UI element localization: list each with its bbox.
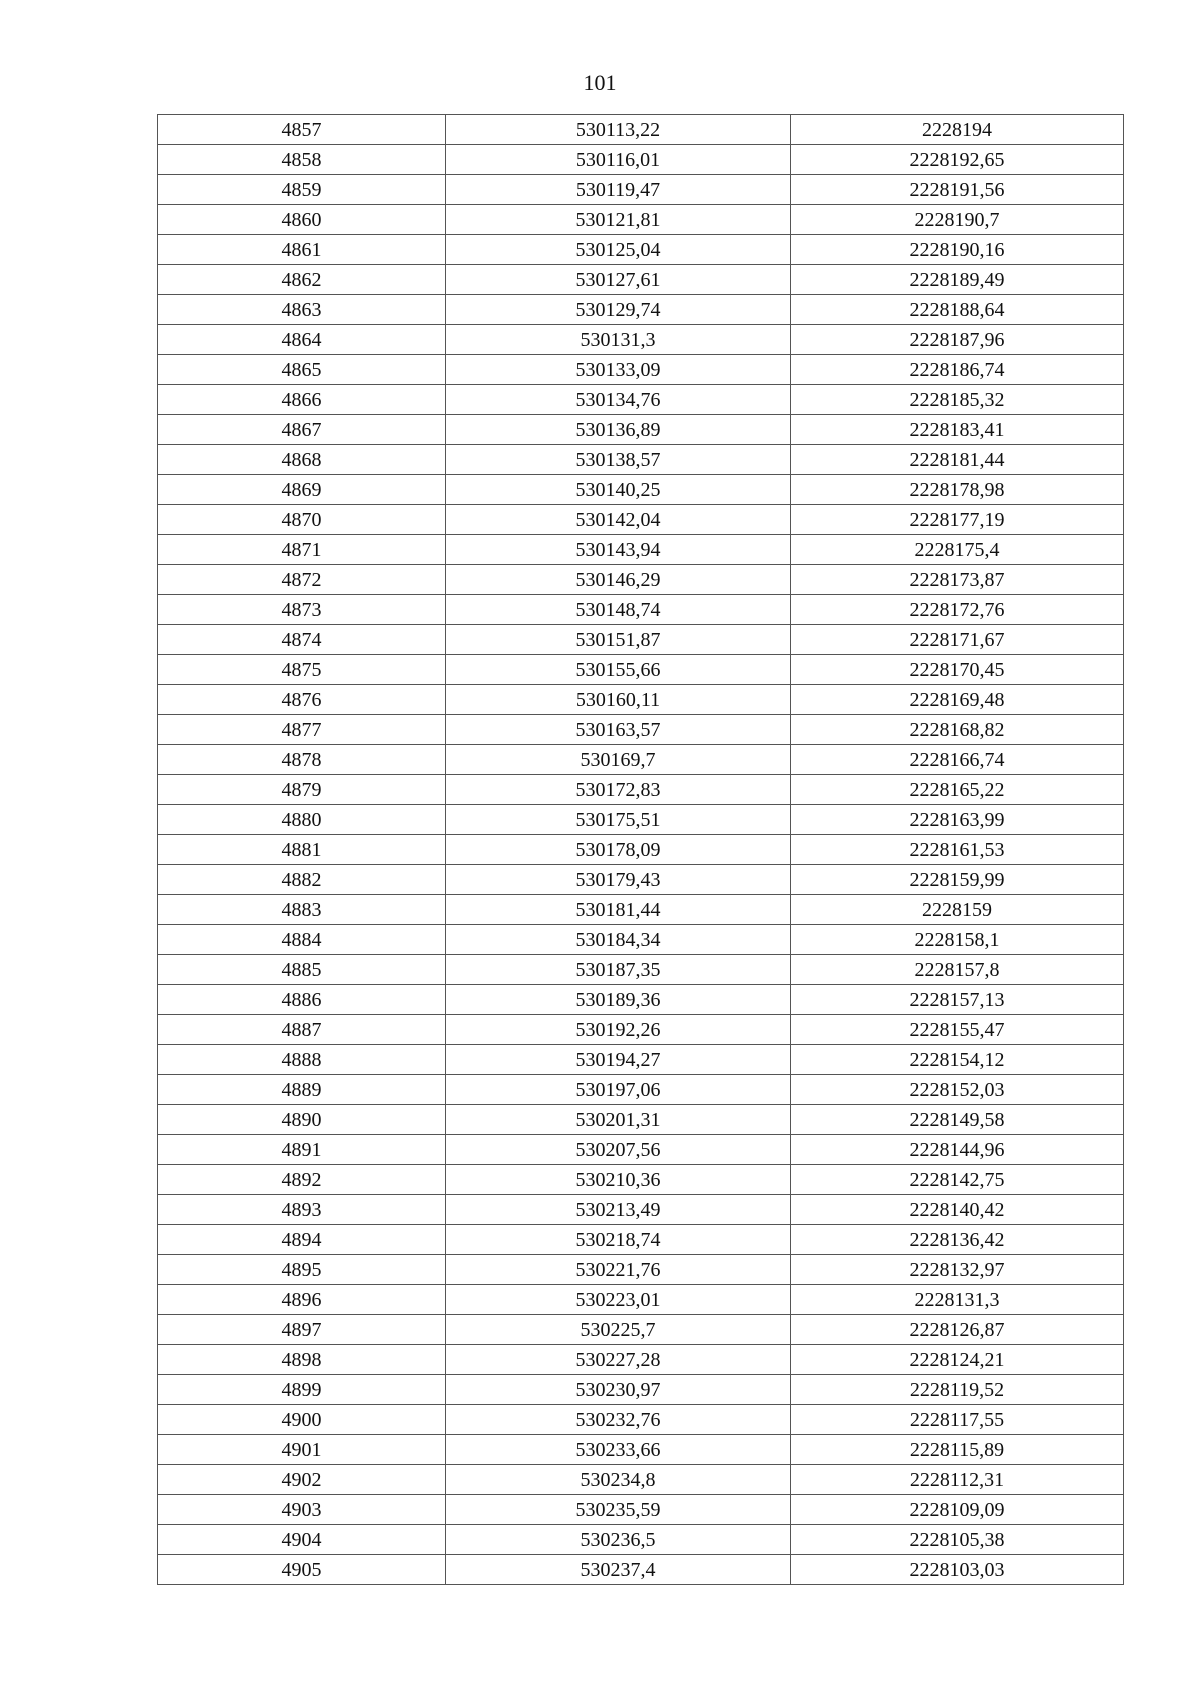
table-row — [158, 1465, 1124, 1495]
table-row — [158, 205, 1124, 235]
point-number-cell: 4876 — [158, 685, 446, 715]
point-number-cell: 4886 — [158, 985, 446, 1015]
x-coordinate-cell: 530125,04 — [446, 235, 791, 265]
x-coordinate-cell: 530175,51 — [446, 805, 791, 835]
x-coordinate-cell: 530163,57 — [446, 715, 791, 745]
point-number-cell: 4883 — [158, 895, 446, 925]
x-coordinate-cell: 530116,01 — [446, 145, 791, 175]
y-coordinate-cell: 2228157,8 — [791, 955, 1124, 985]
point-number-cell: 4882 — [158, 865, 446, 895]
y-coordinate-cell: 2228103,03 — [791, 1555, 1124, 1585]
point-number-cell: 4858 — [158, 145, 446, 175]
table-row — [158, 1225, 1124, 1255]
x-coordinate-cell: 530235,59 — [446, 1495, 791, 1525]
y-coordinate-cell: 2228168,82 — [791, 715, 1124, 745]
x-coordinate-cell: 530160,11 — [446, 685, 791, 715]
point-number-cell: 4871 — [158, 535, 446, 565]
table-row — [158, 625, 1124, 655]
y-coordinate-cell: 2228194 — [791, 115, 1124, 145]
x-coordinate-cell: 530237,4 — [446, 1555, 791, 1585]
x-coordinate-cell: 530221,76 — [446, 1255, 791, 1285]
table-row — [158, 175, 1124, 205]
x-coordinate-cell: 530133,09 — [446, 355, 791, 385]
x-coordinate-cell: 530218,74 — [446, 1225, 791, 1255]
y-coordinate-cell: 2228159,99 — [791, 865, 1124, 895]
point-number-cell: 4857 — [158, 115, 446, 145]
y-coordinate-cell: 2228189,49 — [791, 265, 1124, 295]
y-coordinate-cell: 2228188,64 — [791, 295, 1124, 325]
x-coordinate-cell: 530225,7 — [446, 1315, 791, 1345]
x-coordinate-cell: 530134,76 — [446, 385, 791, 415]
x-coordinate-cell: 530178,09 — [446, 835, 791, 865]
table-row — [158, 1375, 1124, 1405]
x-coordinate-cell: 530146,29 — [446, 565, 791, 595]
y-coordinate-cell: 2228172,76 — [791, 595, 1124, 625]
y-coordinate-cell: 2228163,99 — [791, 805, 1124, 835]
point-number-cell: 4890 — [158, 1105, 446, 1135]
x-coordinate-cell: 530234,8 — [446, 1465, 791, 1495]
y-coordinate-cell: 2228177,19 — [791, 505, 1124, 535]
point-number-cell: 4891 — [158, 1135, 446, 1165]
point-number-cell: 4867 — [158, 415, 446, 445]
y-coordinate-cell: 2228169,48 — [791, 685, 1124, 715]
table-row — [158, 1075, 1124, 1105]
y-coordinate-cell: 2228119,52 — [791, 1375, 1124, 1405]
point-number-cell: 4860 — [158, 205, 446, 235]
point-number-cell: 4864 — [158, 325, 446, 355]
x-coordinate-cell: 530136,89 — [446, 415, 791, 445]
point-number-cell: 4880 — [158, 805, 446, 835]
point-number-cell: 4868 — [158, 445, 446, 475]
point-number-cell: 4904 — [158, 1525, 446, 1555]
x-coordinate-cell: 530194,27 — [446, 1045, 791, 1075]
y-coordinate-cell: 2228173,87 — [791, 565, 1124, 595]
point-number-cell: 4897 — [158, 1315, 446, 1345]
y-coordinate-cell: 2228126,87 — [791, 1315, 1124, 1345]
table-row — [158, 595, 1124, 625]
table-row — [158, 1165, 1124, 1195]
point-number-cell: 4902 — [158, 1465, 446, 1495]
table-row — [158, 1525, 1124, 1555]
x-coordinate-cell: 530181,44 — [446, 895, 791, 925]
table-row — [158, 235, 1124, 265]
x-coordinate-cell: 530127,61 — [446, 265, 791, 295]
x-coordinate-cell: 530148,74 — [446, 595, 791, 625]
x-coordinate-cell: 530192,26 — [446, 1015, 791, 1045]
x-coordinate-cell: 530129,74 — [446, 295, 791, 325]
point-number-cell: 4899 — [158, 1375, 446, 1405]
point-number-cell: 4893 — [158, 1195, 446, 1225]
x-coordinate-cell: 530207,56 — [446, 1135, 791, 1165]
x-coordinate-cell: 530121,81 — [446, 205, 791, 235]
table-row — [158, 775, 1124, 805]
point-number-cell: 4898 — [158, 1345, 446, 1375]
point-number-cell: 4865 — [158, 355, 446, 385]
point-number-cell: 4875 — [158, 655, 446, 685]
table-row — [158, 475, 1124, 505]
x-coordinate-cell: 530138,57 — [446, 445, 791, 475]
x-coordinate-cell: 530230,97 — [446, 1375, 791, 1405]
x-coordinate-cell: 530172,83 — [446, 775, 791, 805]
x-coordinate-cell: 530223,01 — [446, 1285, 791, 1315]
y-coordinate-cell: 2228154,12 — [791, 1045, 1124, 1075]
x-coordinate-cell: 530143,94 — [446, 535, 791, 565]
table-row — [158, 1105, 1124, 1135]
table-row — [158, 295, 1124, 325]
point-number-cell: 4873 — [158, 595, 446, 625]
point-number-cell: 4866 — [158, 385, 446, 415]
table-row — [158, 985, 1124, 1015]
y-coordinate-cell: 2228142,75 — [791, 1165, 1124, 1195]
point-number-cell: 4862 — [158, 265, 446, 295]
y-coordinate-cell: 2228136,42 — [791, 1225, 1124, 1255]
table-row — [158, 535, 1124, 565]
table-row — [158, 1285, 1124, 1315]
point-number-cell: 4870 — [158, 505, 446, 535]
table-row — [158, 355, 1124, 385]
y-coordinate-cell: 2228105,38 — [791, 1525, 1124, 1555]
y-coordinate-cell: 2228161,53 — [791, 835, 1124, 865]
x-coordinate-cell: 530187,35 — [446, 955, 791, 985]
point-number-cell: 4887 — [158, 1015, 446, 1045]
y-coordinate-cell: 2228140,42 — [791, 1195, 1124, 1225]
point-number-cell: 4869 — [158, 475, 446, 505]
y-coordinate-cell: 2228185,32 — [791, 385, 1124, 415]
table-row — [158, 1135, 1124, 1165]
x-coordinate-cell: 530232,76 — [446, 1405, 791, 1435]
point-number-cell: 4885 — [158, 955, 446, 985]
point-number-cell: 4905 — [158, 1555, 446, 1585]
point-number-cell: 4901 — [158, 1435, 446, 1465]
table-row — [158, 955, 1124, 985]
point-number-cell: 4863 — [158, 295, 446, 325]
coordinates-table — [157, 114, 1124, 1585]
y-coordinate-cell: 2228171,67 — [791, 625, 1124, 655]
x-coordinate-cell: 530179,43 — [446, 865, 791, 895]
point-number-cell: 4889 — [158, 1075, 446, 1105]
table-row — [158, 1045, 1124, 1075]
x-coordinate-cell: 530197,06 — [446, 1075, 791, 1105]
y-coordinate-cell: 2228157,13 — [791, 985, 1124, 1015]
table-row — [158, 415, 1124, 445]
table-row — [158, 265, 1124, 295]
y-coordinate-cell: 2228144,96 — [791, 1135, 1124, 1165]
y-coordinate-cell: 2228124,21 — [791, 1345, 1124, 1375]
y-coordinate-cell: 2228191,56 — [791, 175, 1124, 205]
x-coordinate-cell: 530169,7 — [446, 745, 791, 775]
x-coordinate-cell: 530140,25 — [446, 475, 791, 505]
table-row — [158, 1345, 1124, 1375]
point-number-cell: 4861 — [158, 235, 446, 265]
point-number-cell: 4894 — [158, 1225, 446, 1255]
y-coordinate-cell: 2228152,03 — [791, 1075, 1124, 1105]
table-row — [158, 895, 1124, 925]
table-row — [158, 655, 1124, 685]
y-coordinate-cell: 2228158,1 — [791, 925, 1124, 955]
x-coordinate-cell: 530236,5 — [446, 1525, 791, 1555]
table-row — [158, 565, 1124, 595]
coordinates-table-body — [158, 115, 1124, 1585]
y-coordinate-cell: 2228186,74 — [791, 355, 1124, 385]
point-number-cell: 4900 — [158, 1405, 446, 1435]
table-row — [158, 1255, 1124, 1285]
table-row — [158, 925, 1124, 955]
y-coordinate-cell: 2228112,31 — [791, 1465, 1124, 1495]
y-coordinate-cell: 2228159 — [791, 895, 1124, 925]
x-coordinate-cell: 530184,34 — [446, 925, 791, 955]
page-number: 101 — [583, 70, 617, 95]
table-row — [158, 835, 1124, 865]
table-row — [158, 325, 1124, 355]
y-coordinate-cell: 2228149,58 — [791, 1105, 1124, 1135]
y-coordinate-cell: 2228131,3 — [791, 1285, 1124, 1315]
x-coordinate-cell: 530201,31 — [446, 1105, 791, 1135]
point-number-cell: 4859 — [158, 175, 446, 205]
x-coordinate-cell: 530189,36 — [446, 985, 791, 1015]
point-number-cell: 4895 — [158, 1255, 446, 1285]
x-coordinate-cell: 530210,36 — [446, 1165, 791, 1195]
point-number-cell: 4872 — [158, 565, 446, 595]
x-coordinate-cell: 530151,87 — [446, 625, 791, 655]
table-row — [158, 385, 1124, 415]
y-coordinate-cell: 2228181,44 — [791, 445, 1124, 475]
table-row — [158, 805, 1124, 835]
point-number-cell: 4888 — [158, 1045, 446, 1075]
table-row — [158, 685, 1124, 715]
y-coordinate-cell: 2228166,74 — [791, 745, 1124, 775]
x-coordinate-cell: 530233,66 — [446, 1435, 791, 1465]
y-coordinate-cell: 2228170,45 — [791, 655, 1124, 685]
table-row — [158, 1495, 1124, 1525]
x-coordinate-cell: 530155,66 — [446, 655, 791, 685]
point-number-cell: 4892 — [158, 1165, 446, 1195]
y-coordinate-cell: 2228178,98 — [791, 475, 1124, 505]
point-number-cell: 4884 — [158, 925, 446, 955]
x-coordinate-cell: 530113,22 — [446, 115, 791, 145]
table-row — [158, 715, 1124, 745]
y-coordinate-cell: 2228190,16 — [791, 235, 1124, 265]
table-row — [158, 1195, 1124, 1225]
point-number-cell: 4896 — [158, 1285, 446, 1315]
point-number-cell: 4878 — [158, 745, 446, 775]
point-number-cell: 4903 — [158, 1495, 446, 1525]
y-coordinate-cell: 2228155,47 — [791, 1015, 1124, 1045]
point-number-cell: 4881 — [158, 835, 446, 865]
table-row — [158, 1015, 1124, 1045]
y-coordinate-cell: 2228109,09 — [791, 1495, 1124, 1525]
point-number-cell: 4879 — [158, 775, 446, 805]
y-coordinate-cell: 2228132,97 — [791, 1255, 1124, 1285]
y-coordinate-cell: 2228187,96 — [791, 325, 1124, 355]
point-number-cell: 4877 — [158, 715, 446, 745]
y-coordinate-cell: 2228183,41 — [791, 415, 1124, 445]
point-number-cell: 4874 — [158, 625, 446, 655]
table-row — [158, 865, 1124, 895]
y-coordinate-cell: 2228175,4 — [791, 535, 1124, 565]
y-coordinate-cell: 2228165,22 — [791, 775, 1124, 805]
y-coordinate-cell: 2228117,55 — [791, 1405, 1124, 1435]
table-row — [158, 445, 1124, 475]
table-row — [158, 145, 1124, 175]
table-row — [158, 1555, 1124, 1585]
y-coordinate-cell: 2228192,65 — [791, 145, 1124, 175]
x-coordinate-cell: 530131,3 — [446, 325, 791, 355]
y-coordinate-cell: 2228115,89 — [791, 1435, 1124, 1465]
table-row — [158, 1405, 1124, 1435]
table-row — [158, 1435, 1124, 1465]
x-coordinate-cell: 530213,49 — [446, 1195, 791, 1225]
x-coordinate-cell: 530142,04 — [446, 505, 791, 535]
y-coordinate-cell: 2228190,7 — [791, 205, 1124, 235]
table-row — [158, 505, 1124, 535]
x-coordinate-cell: 530227,28 — [446, 1345, 791, 1375]
table-row — [158, 115, 1124, 145]
table-row — [158, 745, 1124, 775]
table-row — [158, 1315, 1124, 1345]
x-coordinate-cell: 530119,47 — [446, 175, 791, 205]
